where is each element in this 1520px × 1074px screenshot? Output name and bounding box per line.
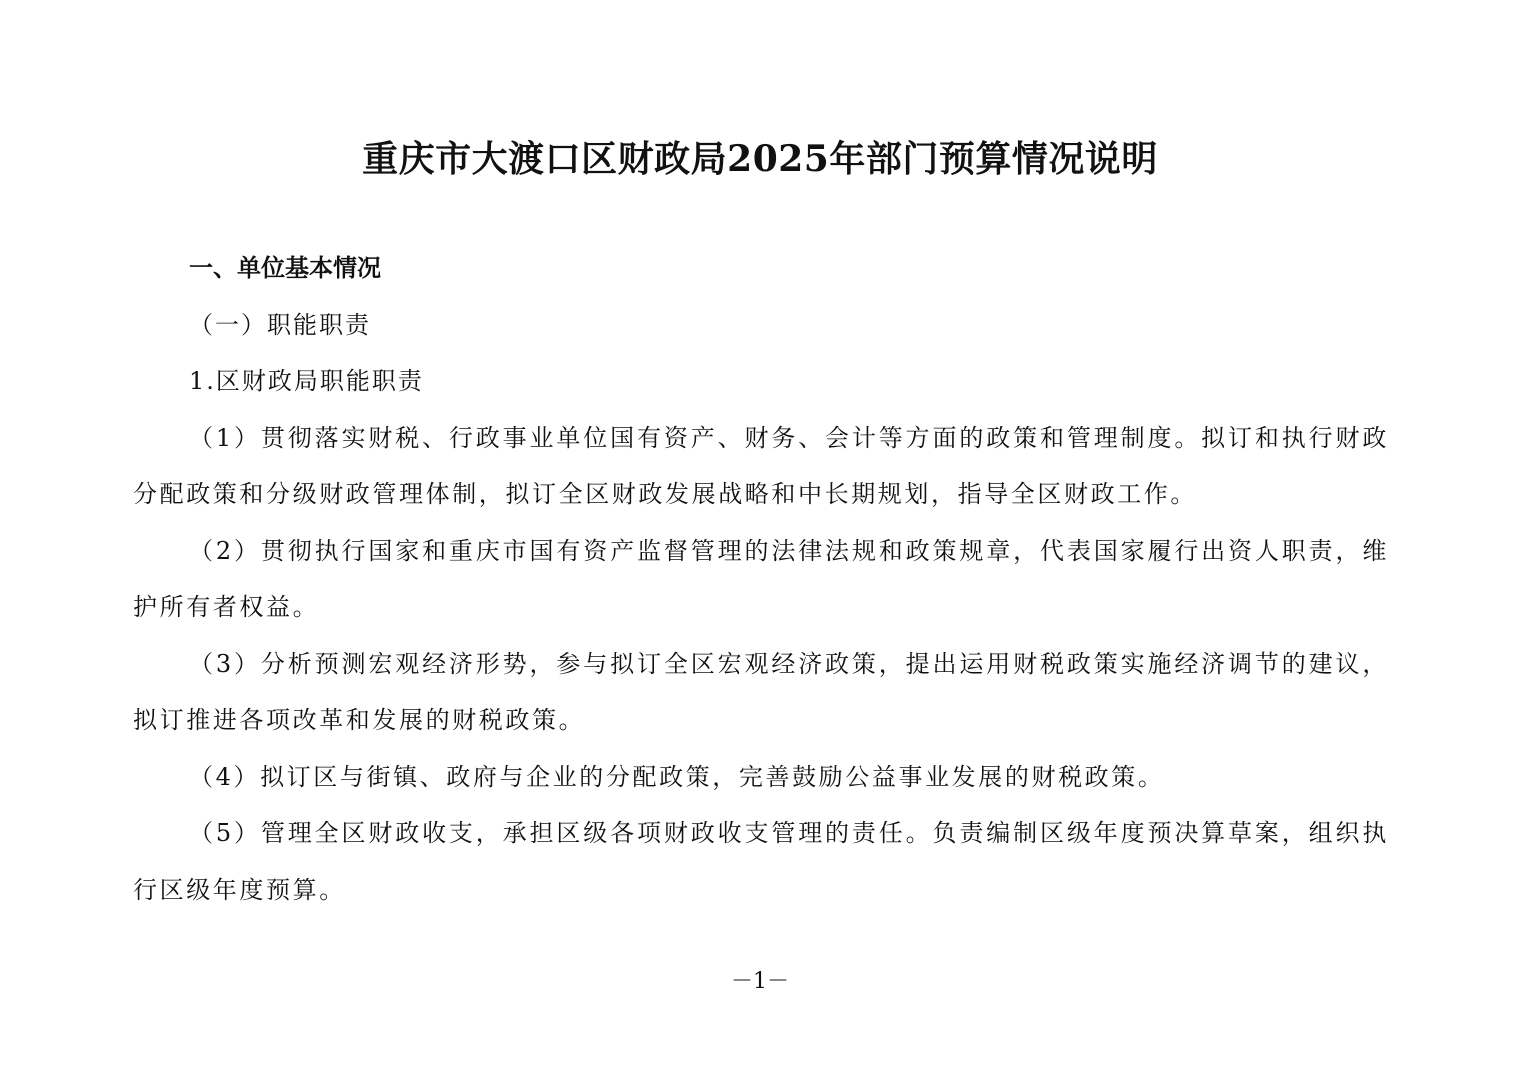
item-heading: 1.区财政局职能职责 (189, 367, 424, 395)
page-number: －1－ (731, 969, 789, 994)
document-title: 重庆市大渡口区财政局2025年部门预算情况说明 (362, 138, 1158, 180)
document-body (133, 240, 1389, 918)
section-heading: 一、单位基本情况 (189, 254, 381, 282)
paragraph-3: （3）分析预测宏观经济形势，参与拟订全区宏观经济政策，提出运用财税政策实施经济调节的建议，拟订推进各项改革和发展的财税政策。 (133, 649, 1389, 734)
paragraph-5: （5）管理全区财政收支，承担区级各项财政收支管理的责任。负责编制区级年度预决算草案，组织执行区级年度预算。 (133, 819, 1389, 904)
paragraph-4: （4）拟订区与街镇、政府与企业的分配政策，完善鼓励公益事业发展的财税政策。 (189, 762, 1165, 791)
paragraph-1: （1）贯彻落实财税、行政事业单位国有资产、财务、会计等方面的政策和管理制度。拟订和执行财政分配政策和分级财政管理体制，拟订全区财政发展战略和中长期规划，指导全区财政工作。 (133, 423, 1389, 508)
paragraph-2: （2）贯彻执行国家和重庆市国有资产监督管理的法律法规和政策规章，代表国家履行出资人职责，维护所有者权益。 (133, 536, 1389, 621)
subsection-heading: （一）职能职责 (189, 310, 371, 339)
